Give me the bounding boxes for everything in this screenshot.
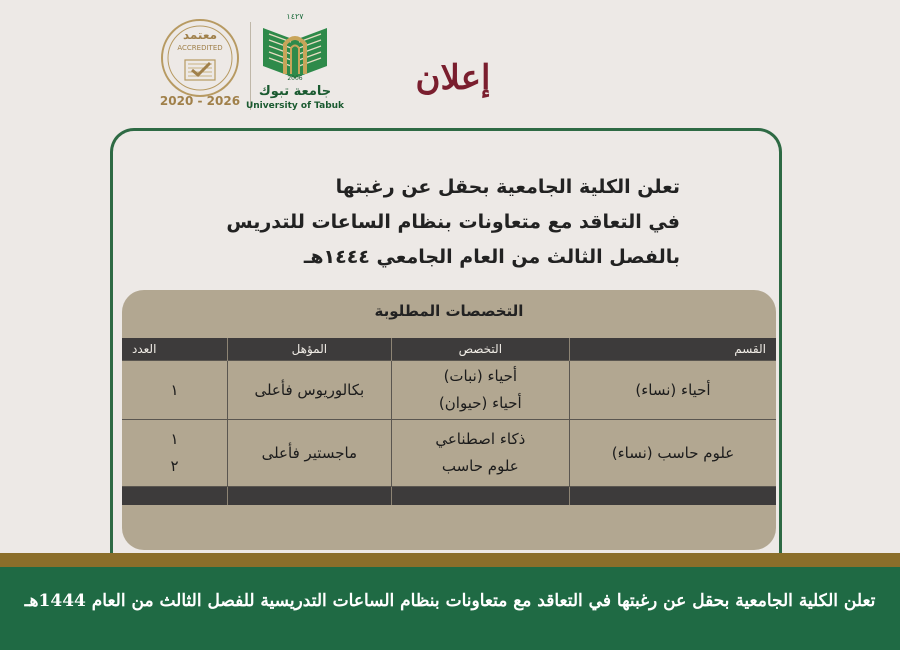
spec-item: علوم حاسب xyxy=(441,457,519,475)
table-footer-row xyxy=(122,487,776,506)
intro-line-1: تعلن الكلية الجامعية بحقل عن رغبتها xyxy=(335,176,680,198)
spec-item: ذكاء اصطناعي xyxy=(435,430,526,448)
spec-item: أحياء (نبات) xyxy=(443,367,518,385)
row-spec xyxy=(391,361,569,420)
spec-item: أحياء (حيوان) xyxy=(438,394,522,412)
table-row xyxy=(122,420,776,487)
header-count: العدد xyxy=(122,338,228,361)
header-qual: المؤهل xyxy=(228,338,392,361)
header-dept: القسم xyxy=(569,338,776,361)
count-item: ٢ xyxy=(170,457,179,475)
bottom-banner xyxy=(0,567,900,650)
intro-line-2: في التعاقد مع متعاونات بنظام الساعات للتدريس xyxy=(226,211,680,233)
university-name-ar: جامعة تبوك xyxy=(258,84,332,99)
intro-line-3: بالفصل الثالث من العام الجامعي ١٤٤٤هـ xyxy=(303,246,680,268)
row-qual: ماجستير فأعلى xyxy=(228,420,392,487)
count-item: ١ xyxy=(170,430,179,448)
requirements-title: التخصصات المطلوبة xyxy=(374,302,524,320)
header-spec: التخصص xyxy=(391,338,569,361)
count-item: ١ xyxy=(170,380,179,399)
row-dept: علوم حاسب (نساء) xyxy=(569,420,776,487)
announcement-intro xyxy=(160,170,680,275)
row-count xyxy=(122,361,228,420)
tabuk-year-hijri: ١٤٢٧ xyxy=(286,12,304,21)
page-title: إعلان xyxy=(415,58,491,98)
table-row xyxy=(122,361,776,420)
table-header-row xyxy=(122,338,776,361)
banner-text: تعلن الكلية الجامعية بحقل عن رغبتها في التعاقد مع متعاونات بنظام الساعات التدريسية للفصل الثالث من العام 1444هـ xyxy=(24,591,876,611)
accredited-label-ar: معتمد xyxy=(182,28,218,42)
university-of-tabuk-logo-icon xyxy=(255,18,335,82)
row-qual: بكالوريوس فأعلى xyxy=(228,361,392,420)
accredited-label-en: ACCREDITED xyxy=(177,44,223,52)
banner-gold-stripe xyxy=(0,553,900,567)
requirements-table xyxy=(122,338,776,505)
row-spec xyxy=(391,420,569,487)
row-count xyxy=(122,420,228,487)
accredited-years: 2020 - 2026 xyxy=(159,94,241,108)
university-name-en: University of Tabuk xyxy=(245,101,345,111)
requirements-panel xyxy=(122,290,776,550)
row-dept: أحياء (نساء) xyxy=(569,361,776,420)
tabuk-year-gregorian: 2006 xyxy=(287,75,303,82)
